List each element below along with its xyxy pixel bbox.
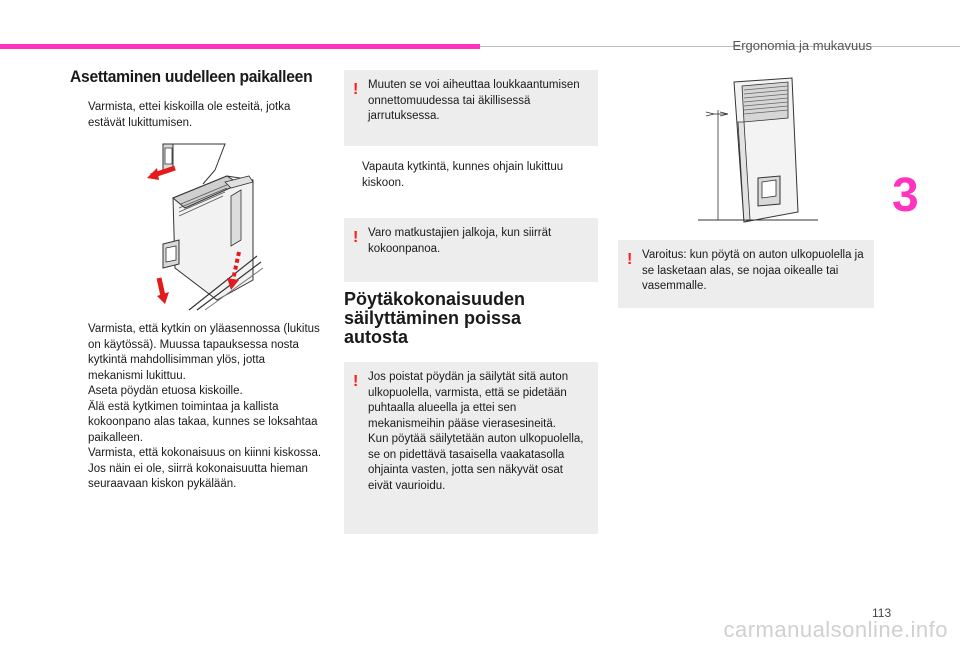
warning-box-storage: ! Jos poistat pöydän ja säilytät sitä auton ulkopuolella, varmista, että se pidetään puhtaalla alueella ja ettei sen mekanismeihin pääse vierasesineitä. Kun pöytää säilytetään auton ulkopuolella, se on pidettävä tasaisella vaakatasolla ohjainta vasten, jotta sen näkyvät osat eivät vaurioidu. [344, 362, 598, 534]
section-heading: Asettaminen uudelleen paikalleen [70, 67, 313, 86]
bullet-mark [70, 100, 88, 131]
steps-list [70, 322, 322, 493]
watermark: carmanualsonline.info [723, 617, 948, 642]
header-accent-bar [0, 44, 480, 49]
intro-bullet: Varmista, ettei kiskoilla ole esteitä, jotka estävät lukittumisen. [70, 100, 315, 131]
page-number: 113 [872, 606, 892, 620]
warning-box-injury: ! Muuten se voi aiheuttaa loukkaantumisen onnettomuudessa tai äkillisessä jarrutuksessa. [344, 70, 598, 146]
section-title: Ergonomia ja mukavuus [732, 38, 872, 53]
warning-icon: ! [353, 81, 359, 98]
warning-icon: ! [353, 229, 359, 246]
warning-icon: ! [627, 251, 633, 268]
header-rule [480, 46, 960, 47]
list-item: Varmista, että kokonaisuus on kiinni kiskossa. Jos näin ei ole, siirrä kokonaisuutta hieman seuraavaan kiskon pykälään. [88, 447, 322, 490]
list-item: Älä estä kytkimen toimintaa ja kallista kokoonpano alas takaa, kunnes se loksahtaa paikalleen. [88, 400, 318, 444]
warning-icon: ! [353, 373, 359, 390]
warning-box-feet: ! Varo matkustajien jalkoja, kun siirrät kokoonpanoa. [344, 218, 598, 282]
release-bullet: Vapauta kytkintä, kunnes ohjain lukittuu kiskoon. [362, 161, 564, 189]
storage-heading: Pöytäkokonaisuuden säilyttäminen poissa autosta [344, 289, 526, 347]
table-standing-illustration [698, 72, 818, 232]
list-item: Aseta pöydän etuosa kiskoille. [88, 385, 243, 397]
table-on-rails-illustration [145, 140, 265, 312]
list-item: Varmista, että kytkin on yläasennossa (lukitus on käytössä). Muussa tapauksessa nosta kytkintä mahdollisimman ylös, jotta mekanismi lukittuu. [88, 323, 320, 382]
warning-box-tilt: ! Varoitus: kun pöytä on auton ulkopuolella ja se lasketaan alas, se nojaa oikealle tai vasemmalle. [618, 240, 874, 308]
chapter-number: 3 [892, 169, 919, 222]
